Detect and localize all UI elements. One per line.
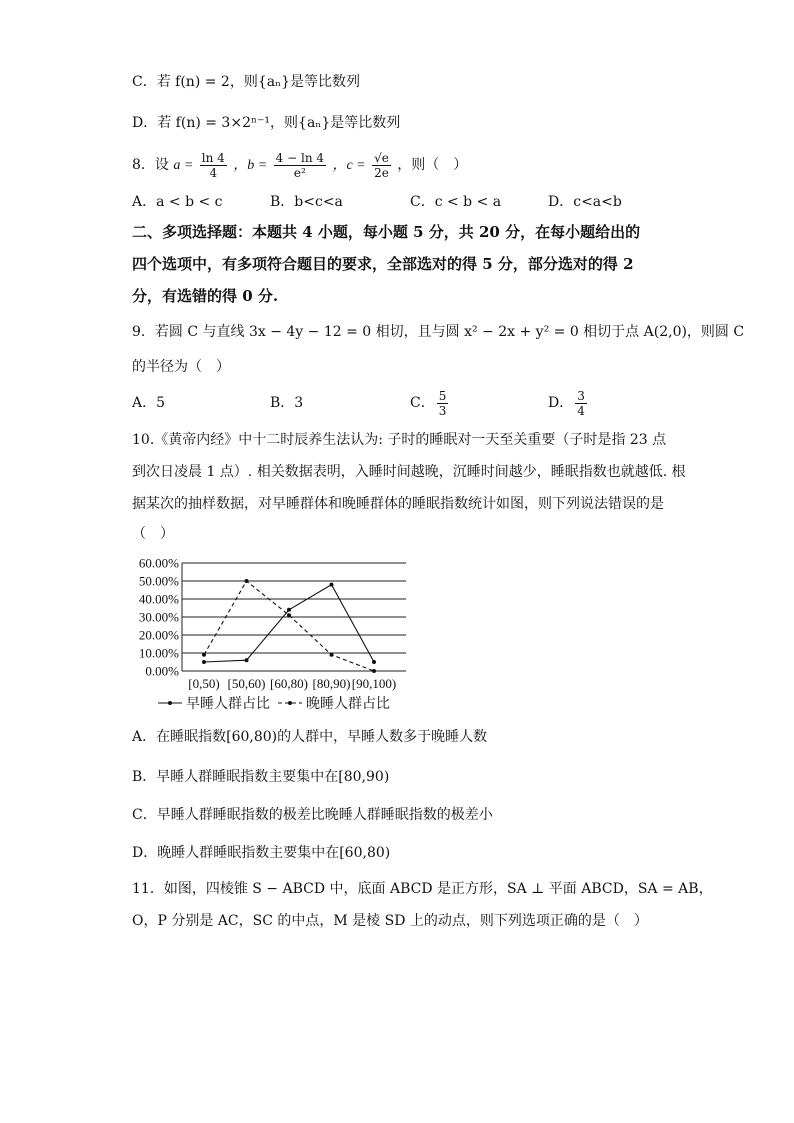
q8-b-fraction [274, 151, 326, 180]
q8-c-numerator: √e [374, 150, 389, 165]
y-tick-label: 50.00% [138, 573, 179, 589]
q8-a-lhs: a = [173, 158, 194, 173]
q9-option-d [548, 386, 589, 420]
q9-stem-line2: 的半径为（ ） [132, 359, 230, 375]
q8-a-fraction [200, 151, 227, 180]
q10-stem-line4: （ ） [132, 526, 174, 542]
q8-c-lhs: ，c = [332, 158, 366, 173]
q9-option-c-denominator: 3 [438, 403, 447, 418]
q8-prefix: 8．设 [132, 157, 169, 173]
q9-option-c-label: C． [410, 395, 435, 411]
section2-heading-line1: 二、多项选择题：本题共 4 小题，每小题 5 分，共 20 分，在每小题给出的 [132, 223, 641, 241]
q8-b-denominator: e² [293, 165, 306, 180]
series-line-early-sleep [204, 585, 374, 662]
q8-b-numerator: 4 − ln 4 [275, 150, 324, 165]
q8-option-c: C．c < b < a [410, 194, 502, 210]
legend-label: 晚睡人群占比 [306, 697, 390, 712]
q8-option-a: A．a < b < c [132, 194, 223, 210]
legend-marker [168, 701, 172, 705]
data-point [202, 660, 206, 664]
legend-marker [288, 701, 292, 705]
q9-option-c [410, 386, 450, 420]
q8-c-fraction [372, 151, 391, 180]
y-tick-label: 40.00% [138, 591, 179, 607]
q10-stem-line3: 据某次的抽样数据，对早睡群体和晚睡群体的睡眠指数统计如图，则下列说法错误的是 [132, 496, 664, 512]
data-point [330, 653, 334, 657]
data-point [372, 660, 376, 664]
q8-option-d: D．c<a<b [548, 194, 622, 210]
q9-option-d-label: D． [548, 395, 574, 411]
data-point [245, 658, 249, 662]
x-tick-label: [60,80) [270, 676, 308, 691]
q7-option-d: D．若 f(n) = 3×2ⁿ⁻¹，则{aₙ}是等比数列 [132, 115, 401, 131]
q10-option-c: C．早睡人群睡眠指数的极差比晚睡人群睡眠指数的极差小 [132, 807, 493, 823]
y-tick-label: 30.00% [138, 609, 179, 625]
q11-stem-line1: 11．如图，四棱锥 S − ABCD 中，底面 ABCD 是正方形，SA ⊥ 平面 ABCD，SA = AB， [132, 881, 713, 897]
data-point [372, 669, 376, 673]
q8-stem [132, 150, 467, 181]
sleep-index-chart [126, 552, 426, 720]
y-tick-label: 0.00% [145, 663, 179, 679]
q8-a-numerator: ln 4 [201, 150, 225, 165]
y-tick-label: 20.00% [138, 627, 179, 643]
q10-stem-line1: 10.《黄帝内经》中十二时辰养生法认为: 子时的睡眠对一天至关重要（子时是指 23 点 [132, 432, 667, 448]
q11-stem-line2: O，P 分别是 AC，SC 的中点，M 是棱 SD 上的动点，则下列选项正确的是（ ） [132, 913, 648, 929]
y-tick-label: 60.00% [138, 555, 179, 571]
data-point [287, 613, 291, 617]
legend-label: 早睡人群占比 [186, 697, 270, 712]
x-tick-label: [80,90) [312, 676, 351, 691]
section2-heading-line3: 分，有选错的得 0 分. [132, 287, 279, 305]
section2-heading-line2: 四个选项中，有多项符合题目的要求，全部选对的得 5 分，部分选对的得 2 [132, 255, 634, 273]
q9-stem-line1: 9．若圆 C 与直线 3x − 4y − 12 = 0 相切，且与圆 x² − 2x + y² = 0 相切于点 A(2,0)，则圆 C [132, 324, 745, 340]
q9-option-b: B．3 [270, 395, 304, 411]
q9-option-d-numerator: 3 [577, 388, 585, 403]
q10-option-d: D．晚睡人群睡眠指数主要集中在[60,80) [132, 845, 391, 861]
x-tick-label: [0,50) [188, 676, 220, 691]
series-line-late-sleep [204, 581, 374, 671]
q9-option-d-fraction [575, 389, 587, 418]
x-tick-label: [50,60) [227, 676, 266, 691]
q8-option-b: B．b<c<a [270, 194, 343, 210]
q8-a-denominator: 4 [209, 165, 218, 180]
data-point [245, 579, 249, 583]
q10-option-b: B．早睡人群睡眠指数主要集中在[80,90) [132, 769, 390, 785]
q8-suffix: ，则（ ） [397, 157, 468, 173]
data-point [330, 583, 334, 587]
q9-option-c-numerator: 5 [438, 388, 447, 403]
x-tick-label: [90,100) [351, 676, 397, 691]
data-point [287, 608, 291, 612]
q10-option-a: A．在睡眠指数[60,80)的人群中，早睡人数多于晚睡人数 [132, 729, 488, 745]
q8-b-lhs: ，b = [233, 158, 268, 173]
q10-stem-line2: 到次日凌晨 1 点）. 相关数据表明，入睡时间越晚，沉睡时间越少，睡眠指数也就越低. 根 [132, 464, 686, 480]
q9-option-c-fraction [437, 389, 449, 418]
q7-option-c: C．若 f(n) = 2，则{aₙ}是等比数列 [132, 74, 361, 90]
y-tick-label: 10.00% [138, 645, 179, 661]
q9-option-a: A．5 [132, 395, 166, 411]
data-point [202, 653, 206, 657]
q8-c-denominator: 2e [374, 165, 389, 180]
q9-option-d-denominator: 4 [577, 403, 585, 418]
